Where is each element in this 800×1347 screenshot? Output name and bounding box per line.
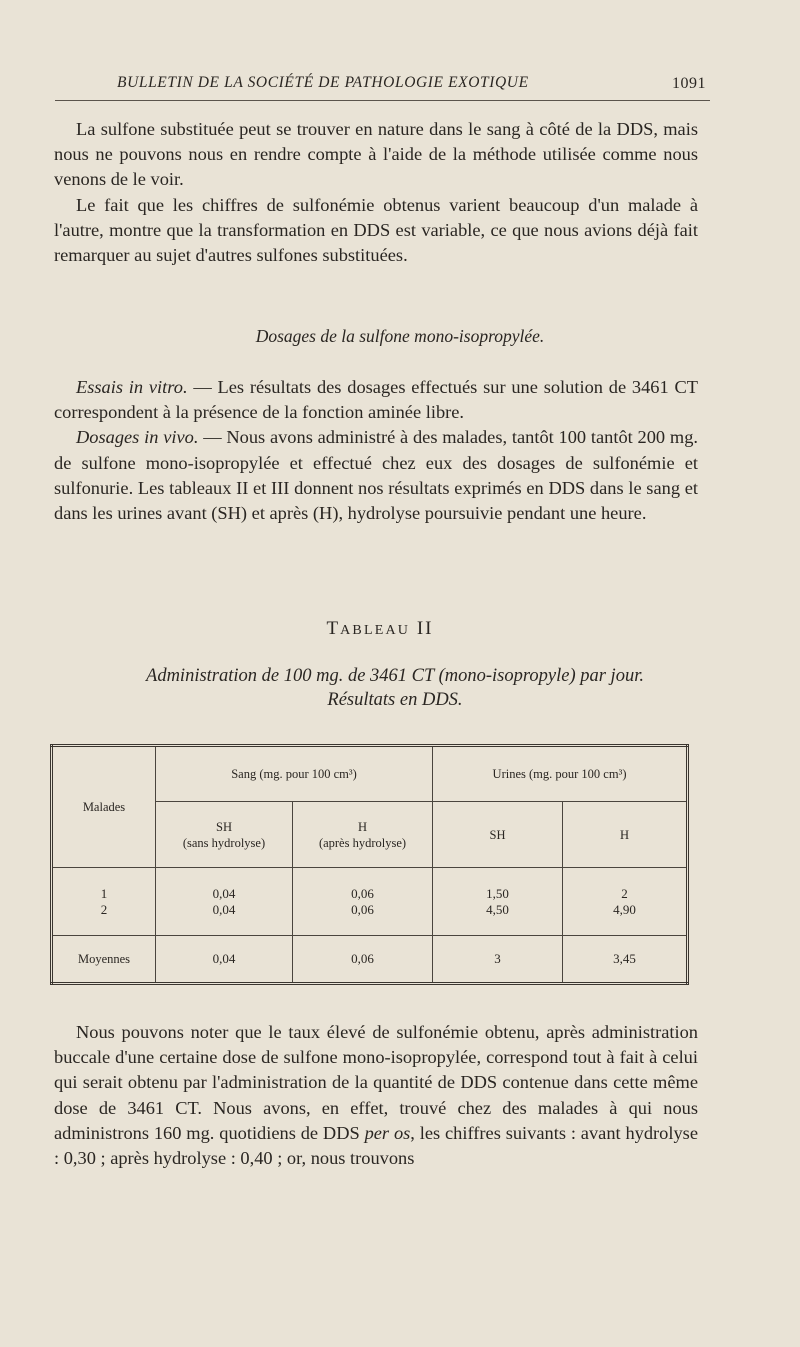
results-table <box>50 744 689 985</box>
blood-sh-1: 0,04 <box>212 885 236 901</box>
patients-cell <box>52 868 156 936</box>
col-blood-sh <box>156 802 293 868</box>
conclusion-b: , les chiffres suivants : avant hydrolyse : 0,30 ; après hydrolyse : 0,40 ; or, nous trouvons <box>54 1122 698 1169</box>
blood-h-label: H <box>357 819 368 834</box>
in-vivo-text: — Nous avons administré à des malades, tantôt 100 tantôt 200 mg. de sulfone mono-isopropylée et effectué chez eux des dosages de sulfonémie et sulfonurie. Les tableaux II et III donnent nos résultats exprimés en DDS dans le sang et dans les urines avant (SH) et après (H), hydrolyse poursuivie pendant une heure. <box>54 427 698 524</box>
table-caption <box>0 664 790 712</box>
col-blood-h <box>293 802 433 868</box>
dosage-text <box>54 375 698 526</box>
conclusion-text <box>54 1020 698 1171</box>
group-urine: Urines (mg. pour 100 cm³) <box>433 746 688 802</box>
intro-text <box>54 117 698 268</box>
col-patients: Malades <box>52 746 156 868</box>
paragraph-conclusion <box>54 1020 698 1171</box>
blood-h-2: 0,06 <box>351 901 374 917</box>
patient-1: 1 <box>100 885 108 901</box>
table-label-rest: ABLEAU <box>340 623 411 638</box>
paragraph-1: La sulfone substituée peut se trouver en nature dans le sang à côté de la DDS, mais nous ne pouvons nous en rendre compte à l'aide de la méthode utilisée comme nous venons de le voir. <box>54 119 698 190</box>
table-label <box>0 618 760 640</box>
paragraph-2: Le fait que les chiffres de sulfonémie obtenus varient beaucoup d'un malade à l'autre, montre que la transformation en DDS est variable, ce que nous avions déjà fait remarquer au sujet d'autres sulfones substituées. <box>54 194 698 266</box>
caption-line-2: Résultats en DDS. <box>327 690 463 710</box>
paragraph-in-vitro <box>54 375 698 425</box>
in-vitro-lead: Essais in vitro. <box>76 377 188 397</box>
col-urine-sh: SH <box>433 802 563 868</box>
blood-h-cell <box>293 868 433 936</box>
urine-sh-2: 4,50 <box>486 901 509 917</box>
urine-h-2: 4,90 <box>613 901 636 917</box>
page-number: 1091 <box>672 75 706 92</box>
table-mean-row <box>52 936 688 984</box>
running-title: BULLETIN DE LA SOCIÉTÉ DE PATHOLOGIE EXOTIQUE <box>117 74 529 91</box>
blood-sh-cell <box>156 868 293 936</box>
in-vitro-text: — Les résultats des dosages effectués sur une solution de 3461 CT correspondent à la présence de la fonction aminée libre. <box>54 377 698 423</box>
in-vivo-lead: Dosages in vivo. <box>76 427 199 448</box>
mean-blood-sh: 0,04 <box>156 936 293 984</box>
mean-label: Moyennes <box>52 936 156 984</box>
blood-sh-note: (sans hydrolyse) <box>182 835 266 850</box>
mean-urine-sh: 3 <box>433 936 563 984</box>
blood-h-1: 0,06 <box>351 885 374 901</box>
paragraph-in-vivo <box>54 425 698 526</box>
mean-urine-h: 3,45 <box>563 936 688 984</box>
blood-sh-label: SH <box>216 819 232 834</box>
col-urine-h: H <box>563 802 688 868</box>
table-label-num: II <box>410 618 434 639</box>
patient-2: 2 <box>100 901 108 917</box>
urine-h-cell <box>563 868 688 936</box>
conclusion-a: Nous pouvons noter que le taux élevé de sulfonémie obtenu, après administration buccale d'une certaine dose de sulfone mono-isopropylée, correspond tout à fait à celui qui serait obtenu par l'administration de la quantité de DDS contenue dans cette même dose de 3461 CT. Nous avons, en effet, trouvé chez des malades à qui nous administrons 160 mg. quotidiens de DDS <box>54 1022 698 1143</box>
conclusion-italic: per os <box>364 1122 411 1143</box>
blood-h-note: (après hydrolyse) <box>318 835 407 850</box>
running-header <box>55 72 710 101</box>
urine-sh-1: 1,50 <box>486 885 509 901</box>
table-header-row-1 <box>52 746 688 802</box>
section-title: Dosages de la sulfone mono-isopropylée. <box>255 326 545 346</box>
caption-line-1: Administration de 100 mg. de 3461 CT (mono-isopropyle) par jour. <box>146 666 644 686</box>
blood-sh-2: 0,04 <box>212 901 236 917</box>
urine-sh-cell <box>433 868 563 936</box>
group-blood: Sang (mg. pour 100 cm³) <box>156 746 433 802</box>
table-data-rows <box>52 868 688 936</box>
mean-blood-h: 0,06 <box>293 936 433 984</box>
urine-h-1: 2 <box>621 885 628 901</box>
table-label-first: T <box>326 618 341 639</box>
